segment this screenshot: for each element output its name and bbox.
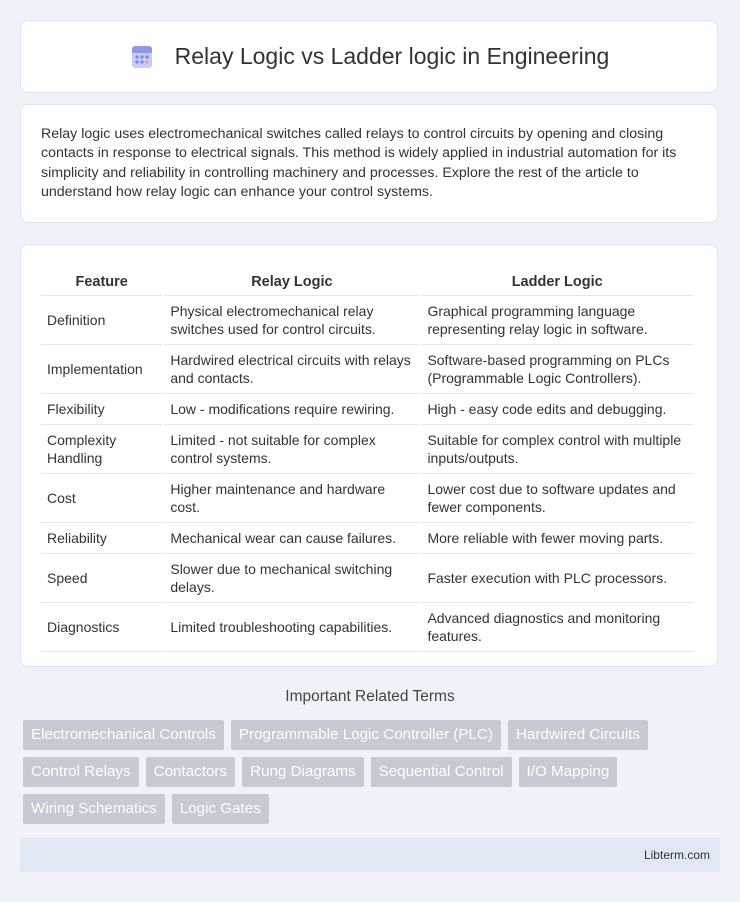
comparison-card — [20, 244, 718, 667]
table-row — [41, 296, 693, 345]
ladder-cell: More reliable with fewer moving parts. — [421, 523, 693, 554]
footer — [20, 838, 720, 872]
table-row — [41, 554, 693, 603]
table-row — [41, 523, 693, 554]
feature-cell: Diagnostics — [41, 603, 162, 652]
header-relay-logic: Relay Logic — [164, 265, 419, 296]
ladder-cell: High - easy code edits and debugging. — [421, 394, 693, 425]
feature-cell: Speed — [41, 554, 162, 603]
header-ladder-logic: Ladder Logic — [421, 265, 693, 296]
comparison-table — [39, 265, 695, 652]
intro-card — [20, 104, 718, 223]
page-title: Relay Logic vs Ladder logic in Engineering — [174, 43, 610, 69]
feature-cell: Cost — [41, 474, 162, 523]
feature-cell: Definition — [41, 296, 162, 345]
ladder-cell: Graphical programming language representing relay logic in software. — [421, 296, 693, 345]
related-term-tag[interactable]: Control Relays — [23, 757, 139, 787]
relay-cell: Mechanical wear can cause failures. — [164, 523, 419, 554]
intro-text: Relay logic uses electromechanical switches called relays to control circuits by opening and closing contacts in response to electrical signals. This method is widely applied in industrial automation for its simplicity and reliability in controlling machinery and processes. Explore the rest of the article to understand how relay logic can enhance your control systems. — [41, 126, 677, 201]
table-row — [41, 394, 693, 425]
related-terms-title: Important Related Terms — [285, 688, 455, 705]
table-row — [41, 603, 693, 652]
relay-cell: Physical electromechanical relay switches used for control circuits. — [164, 296, 419, 345]
ladder-cell: Faster execution with PLC processors. — [421, 554, 693, 603]
table-row — [41, 345, 693, 394]
ladder-cell: Suitable for complex control with multiple inputs/outputs. — [421, 425, 693, 474]
related-term-tag[interactable]: Rung Diagrams — [242, 757, 364, 787]
calculator-icon — [129, 44, 155, 70]
feature-cell: Reliability — [41, 523, 162, 554]
table-row — [41, 474, 693, 523]
feature-cell: Flexibility — [41, 394, 162, 425]
table-header-row — [41, 265, 693, 296]
related-term-tag[interactable]: Contactors — [146, 757, 235, 787]
relay-cell: Limited - not suitable for complex control systems. — [164, 425, 419, 474]
relay-cell: Low - modifications require rewiring. — [164, 394, 419, 425]
header-feature: Feature — [41, 265, 162, 296]
relay-cell: Slower due to mechanical switching delays. — [164, 554, 419, 603]
related-term-tag[interactable]: Programmable Logic Controller (PLC) — [231, 720, 501, 750]
related-term-tag[interactable]: I/O Mapping — [519, 757, 618, 787]
related-term-tag[interactable]: Sequential Control — [371, 757, 512, 787]
relay-cell: Limited troubleshooting capabilities. — [164, 603, 419, 652]
relay-cell: Higher maintenance and hardware cost. — [164, 474, 419, 523]
ladder-cell: Advanced diagnostics and monitoring features. — [421, 603, 693, 652]
relay-cell: Hardwired electrical circuits with relays and contacts. — [164, 345, 419, 394]
ladder-cell: Lower cost due to software updates and fewer components. — [421, 474, 693, 523]
footer-site-link[interactable]: Libterm.com — [643, 848, 710, 862]
related-term-tag[interactable]: Wiring Schematics — [23, 794, 165, 824]
related-term-tag[interactable]: Logic Gates — [172, 794, 269, 824]
related-term-tag[interactable]: Electromechanical Controls — [23, 720, 224, 750]
table-row — [41, 425, 693, 474]
title-card — [20, 20, 718, 93]
related-terms-list — [23, 720, 713, 831]
feature-cell: Complexity Handling — [41, 425, 162, 474]
related-term-tag[interactable]: Hardwired Circuits — [508, 720, 648, 750]
feature-cell: Implementation — [41, 345, 162, 394]
ladder-cell: Software-based programming on PLCs (Programmable Logic Controllers). — [421, 345, 693, 394]
